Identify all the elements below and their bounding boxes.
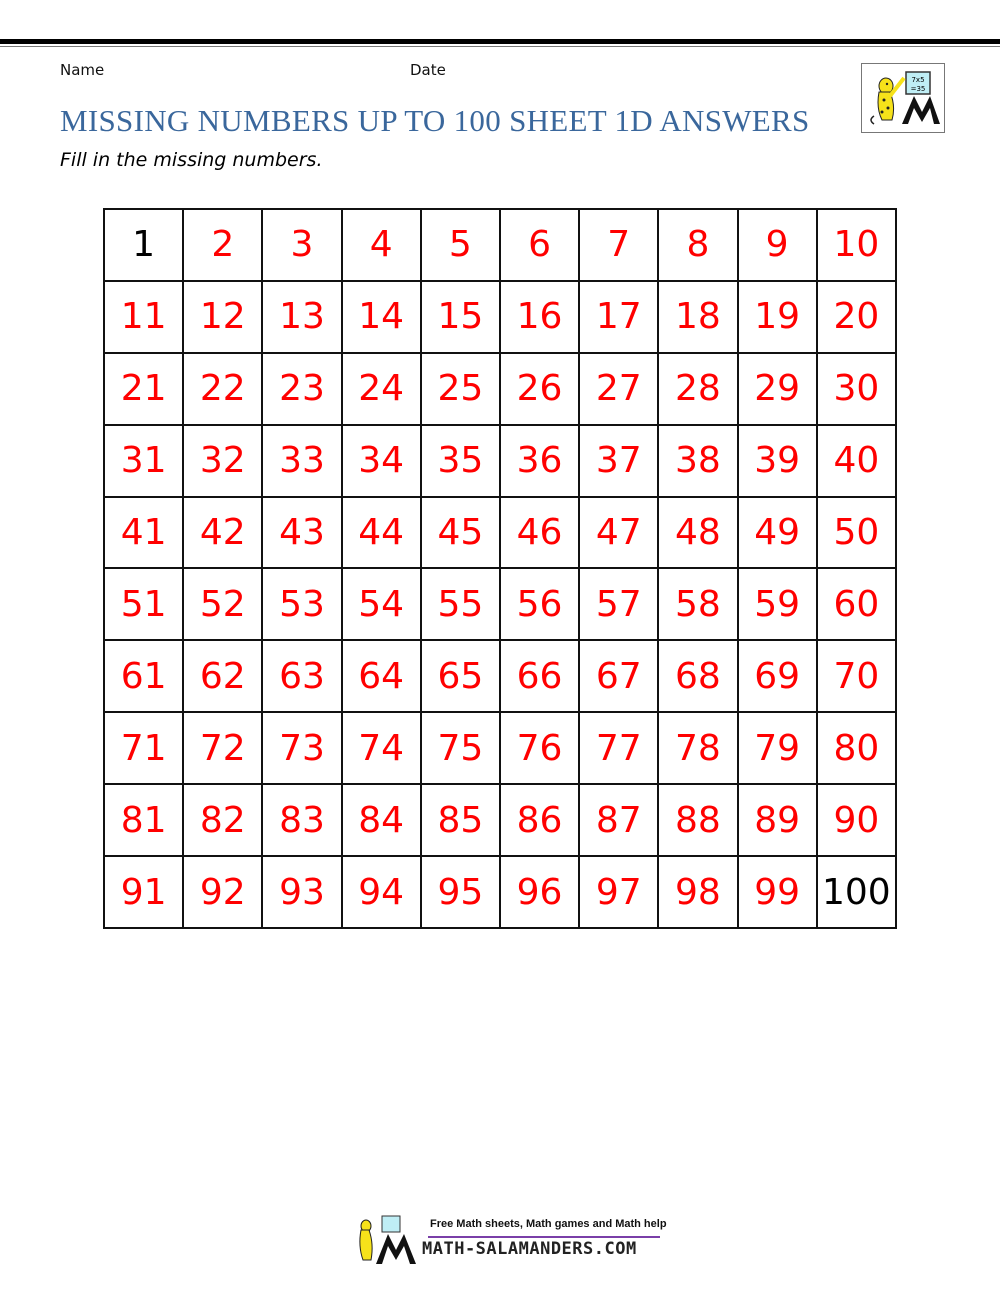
answer-number-cell: 58 <box>658 568 737 640</box>
answer-number-cell: 55 <box>421 568 500 640</box>
answer-number-cell: 92 <box>183 856 262 928</box>
answer-number-cell: 50 <box>817 497 896 569</box>
grid-row <box>104 353 896 425</box>
footer-tagline: Free Math sheets, Math games and Math help <box>430 1218 667 1230</box>
date-label: Date <box>410 61 446 79</box>
answer-number-cell: 12 <box>183 281 262 353</box>
answer-number-cell: 24 <box>342 353 421 425</box>
grid-row <box>104 281 896 353</box>
answer-number-cell: 70 <box>817 640 896 712</box>
answer-number-cell: 25 <box>421 353 500 425</box>
answer-number-cell: 82 <box>183 784 262 856</box>
grid-row <box>104 856 896 928</box>
answer-number-cell: 4 <box>342 209 421 281</box>
answer-number-cell: 46 <box>500 497 579 569</box>
grid-row <box>104 640 896 712</box>
answer-number-cell: 43 <box>262 497 341 569</box>
answer-number-cell: 74 <box>342 712 421 784</box>
given-number-cell: 100 <box>817 856 896 928</box>
answer-number-cell: 97 <box>579 856 658 928</box>
answer-number-cell: 77 <box>579 712 658 784</box>
answer-number-cell: 26 <box>500 353 579 425</box>
page-title: MISSING NUMBERS UP TO 100 SHEET 1D ANSWERS <box>60 103 810 138</box>
answer-number-cell: 61 <box>104 640 183 712</box>
answer-number-cell: 76 <box>500 712 579 784</box>
header-rule-thin <box>0 46 1000 47</box>
answer-number-cell: 64 <box>342 640 421 712</box>
answer-number-cell: 21 <box>104 353 183 425</box>
answer-number-cell: 72 <box>183 712 262 784</box>
answer-number-cell: 65 <box>421 640 500 712</box>
answer-number-cell: 17 <box>579 281 658 353</box>
given-number-cell: 1 <box>104 209 183 281</box>
answer-number-cell: 66 <box>500 640 579 712</box>
answer-number-cell: 62 <box>183 640 262 712</box>
answer-number-cell: 80 <box>817 712 896 784</box>
grid-row <box>104 425 896 497</box>
svg-text:=35: =35 <box>910 85 926 93</box>
answer-number-cell: 18 <box>658 281 737 353</box>
answer-number-cell: 36 <box>500 425 579 497</box>
answer-number-cell: 78 <box>658 712 737 784</box>
header-rule <box>0 39 1000 44</box>
salamander-logo <box>861 63 945 133</box>
answer-number-cell: 67 <box>579 640 658 712</box>
answer-number-cell: 51 <box>104 568 183 640</box>
answer-number-cell: 5 <box>421 209 500 281</box>
answer-number-cell: 68 <box>658 640 737 712</box>
answer-number-cell: 81 <box>104 784 183 856</box>
answer-number-cell: 3 <box>262 209 341 281</box>
footer-site-name: MATH-SALAMANDERS.COM <box>422 1239 637 1259</box>
answer-number-cell: 73 <box>262 712 341 784</box>
answer-number-cell: 71 <box>104 712 183 784</box>
answer-number-cell: 39 <box>738 425 817 497</box>
answer-number-cell: 57 <box>579 568 658 640</box>
answer-number-cell: 2 <box>183 209 262 281</box>
answer-number-cell: 20 <box>817 281 896 353</box>
answer-number-cell: 16 <box>500 281 579 353</box>
footer-logo <box>350 1210 667 1270</box>
grid-row <box>104 712 896 784</box>
answer-number-cell: 94 <box>342 856 421 928</box>
answer-number-cell: 31 <box>104 425 183 497</box>
answer-number-cell: 52 <box>183 568 262 640</box>
answer-number-cell: 19 <box>738 281 817 353</box>
grid-row <box>104 568 896 640</box>
answer-number-cell: 53 <box>262 568 341 640</box>
grid-row <box>104 209 896 281</box>
answer-number-cell: 48 <box>658 497 737 569</box>
answer-number-cell: 42 <box>183 497 262 569</box>
answer-number-cell: 60 <box>817 568 896 640</box>
answer-number-cell: 54 <box>342 568 421 640</box>
answer-number-cell: 41 <box>104 497 183 569</box>
svg-text:7x5: 7x5 <box>911 76 925 84</box>
answer-number-cell: 10 <box>817 209 896 281</box>
answer-number-cell: 75 <box>421 712 500 784</box>
footer-salamander-icon <box>350 1214 420 1266</box>
answer-number-cell: 59 <box>738 568 817 640</box>
answer-number-cell: 91 <box>104 856 183 928</box>
answer-number-cell: 35 <box>421 425 500 497</box>
answer-number-cell: 79 <box>738 712 817 784</box>
answer-number-cell: 30 <box>817 353 896 425</box>
answer-number-cell: 89 <box>738 784 817 856</box>
grid-row <box>104 784 896 856</box>
answer-number-cell: 95 <box>421 856 500 928</box>
answer-number-cell: 28 <box>658 353 737 425</box>
answer-number-cell: 32 <box>183 425 262 497</box>
answer-number-cell: 7 <box>579 209 658 281</box>
answer-number-cell: 49 <box>738 497 817 569</box>
answer-number-cell: 15 <box>421 281 500 353</box>
salamander-icon <box>862 64 944 132</box>
answer-number-cell: 90 <box>817 784 896 856</box>
answer-number-cell: 37 <box>579 425 658 497</box>
answer-number-cell: 99 <box>738 856 817 928</box>
answer-number-cell: 11 <box>104 281 183 353</box>
answer-number-cell: 14 <box>342 281 421 353</box>
answer-number-cell: 93 <box>262 856 341 928</box>
answer-number-cell: 8 <box>658 209 737 281</box>
answer-number-cell: 44 <box>342 497 421 569</box>
name-label: Name <box>60 61 105 79</box>
answer-number-cell: 9 <box>738 209 817 281</box>
answer-number-cell: 29 <box>738 353 817 425</box>
answer-number-cell: 45 <box>421 497 500 569</box>
footer-divider <box>428 1236 660 1238</box>
answer-number-cell: 88 <box>658 784 737 856</box>
answer-number-cell: 40 <box>817 425 896 497</box>
instruction-text: Fill in the missing numbers. <box>60 149 323 171</box>
answer-number-cell: 6 <box>500 209 579 281</box>
answer-number-cell: 13 <box>262 281 341 353</box>
answer-number-cell: 22 <box>183 353 262 425</box>
answer-number-cell: 34 <box>342 425 421 497</box>
answer-number-cell: 85 <box>421 784 500 856</box>
answer-number-cell: 86 <box>500 784 579 856</box>
answer-number-cell: 33 <box>262 425 341 497</box>
answer-number-cell: 96 <box>500 856 579 928</box>
answer-number-cell: 47 <box>579 497 658 569</box>
answer-number-cell: 56 <box>500 568 579 640</box>
answer-number-cell: 38 <box>658 425 737 497</box>
answer-number-cell: 98 <box>658 856 737 928</box>
answer-number-cell: 87 <box>579 784 658 856</box>
answer-number-cell: 69 <box>738 640 817 712</box>
answer-number-cell: 84 <box>342 784 421 856</box>
answer-number-cell: 83 <box>262 784 341 856</box>
answer-number-cell: 27 <box>579 353 658 425</box>
hundred-grid <box>103 208 897 929</box>
answer-number-cell: 23 <box>262 353 341 425</box>
grid-row <box>104 497 896 569</box>
answer-number-cell: 63 <box>262 640 341 712</box>
